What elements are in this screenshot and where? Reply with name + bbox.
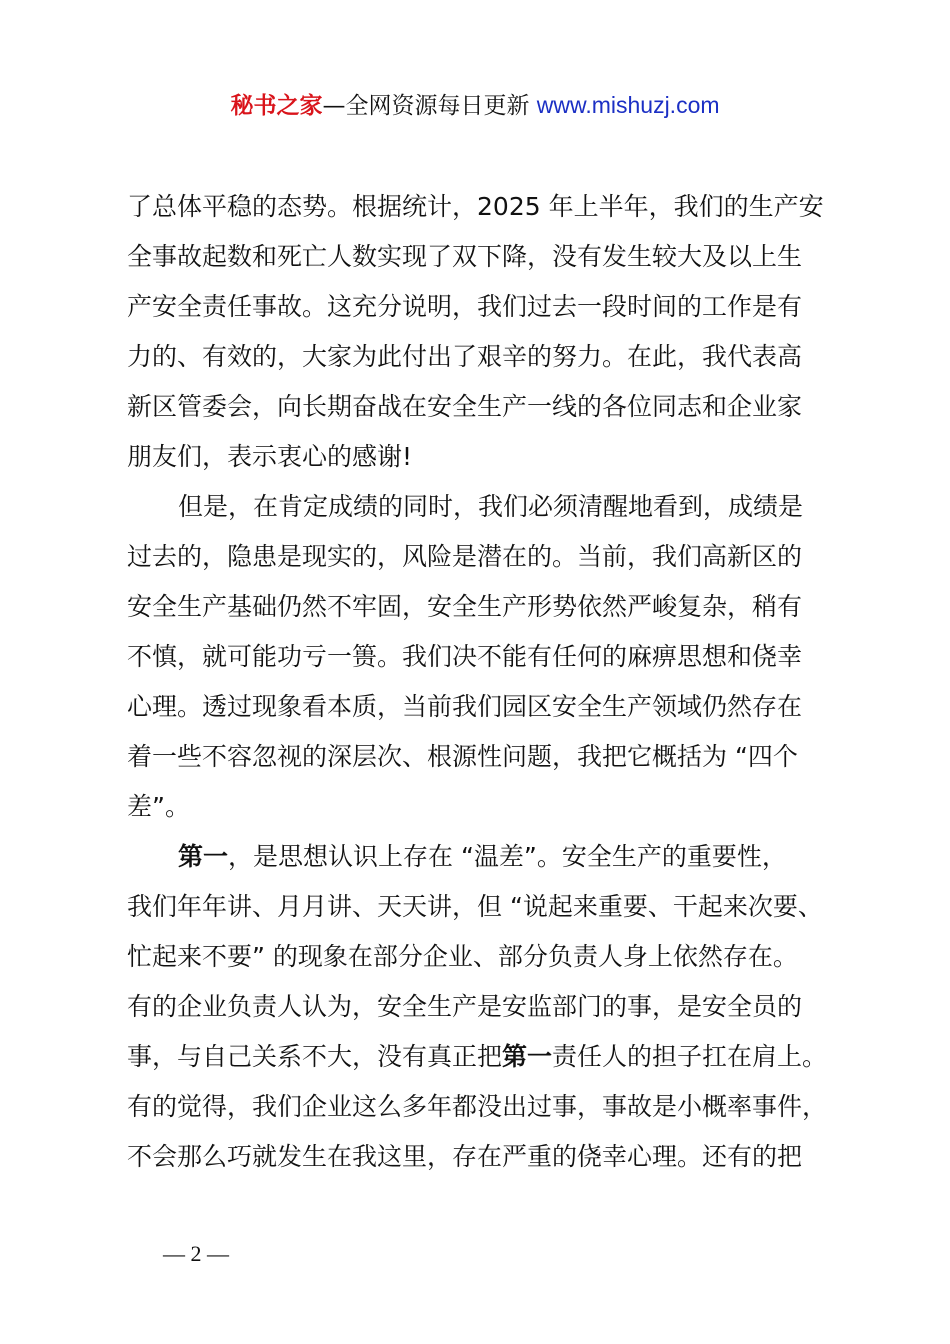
text-line: 安全生产基础仍然不牢固，安全生产形势依然严峻复杂，稍有 xyxy=(127,592,803,621)
text-line: 过去的，隐患是现实的，风险是潜在的。当前，我们高新区的 xyxy=(127,542,803,571)
brand-name: 秘书之家 xyxy=(230,93,323,119)
text-line xyxy=(127,1032,847,1082)
text-line: 不慎，就可能功亏一篑。我们决不能有任何的麻痹思想和侥幸 xyxy=(127,642,803,671)
text-line: 有的企业负责人认为，安全生产是安监部门的事，是安全员的 xyxy=(127,992,803,1021)
text-line: 着一些不容忽视的深层次、根源性问题，我把它概括为 “四个 xyxy=(127,742,798,771)
site-url-link[interactable]: www.mishuzj.com xyxy=(536,92,720,118)
text-line: 有的觉得，我们企业这么多年都没出过事，事故是小概率事件， xyxy=(127,1092,828,1121)
text-run: 事，与自己关系不大，没有真正把 xyxy=(127,1042,503,1071)
text-line: 我们年年讲、月月讲、天天讲，但 “说起来重要、干起来次要、 xyxy=(127,892,823,921)
text-line: 朋友们，表示衷心的感谢! xyxy=(127,442,413,471)
banner-tagline: —全网资源每日更新 xyxy=(322,93,530,119)
text-line: 力的、有效的，大家为此付出了艰辛的努力。在此，我代表高 xyxy=(127,342,803,371)
document-body xyxy=(127,182,847,1182)
text-line: 产安全责任事故。这充分说明，我们过去一段时间的工作是有 xyxy=(127,292,803,321)
page-number: — 2 — xyxy=(163,1241,229,1266)
bold-keyword: 第一 xyxy=(178,842,229,871)
paragraph-first-line xyxy=(127,832,847,882)
text-line: 忙起来不要” 的现象在部分企业、部分负责人身上依然存在。 xyxy=(127,942,798,971)
text-run: ，是思想认识上存在 “温差”。安全生产的重要性， xyxy=(228,842,787,871)
paragraph-first-line: 但是，在肯定成绩的同时，我们必须清醒地看到，成绩是 xyxy=(178,492,804,521)
text-line: 新区管委会，向长期奋战在安全生产一线的各位同志和企业家 xyxy=(127,392,803,421)
site-banner xyxy=(0,88,950,123)
text-line: 不会那么巧就发生在我这里，存在严重的侥幸心理。还有的把 xyxy=(127,1142,803,1171)
text-line: 了总体平稳的态势。根据统计，2025 年上半年，我们的生产安 xyxy=(127,192,824,221)
bold-keyword: 第一 xyxy=(502,1042,553,1071)
text-line: 差”。 xyxy=(127,792,190,821)
text-line: 全事故起数和死亡人数实现了双下降，没有发生较大及以上生 xyxy=(127,242,803,271)
text-run: 责任人的担子扛在肩上。 xyxy=(552,1042,828,1071)
text-line: 心理。透过现象看本质，当前我们园区安全生产领域仍然存在 xyxy=(127,692,803,721)
